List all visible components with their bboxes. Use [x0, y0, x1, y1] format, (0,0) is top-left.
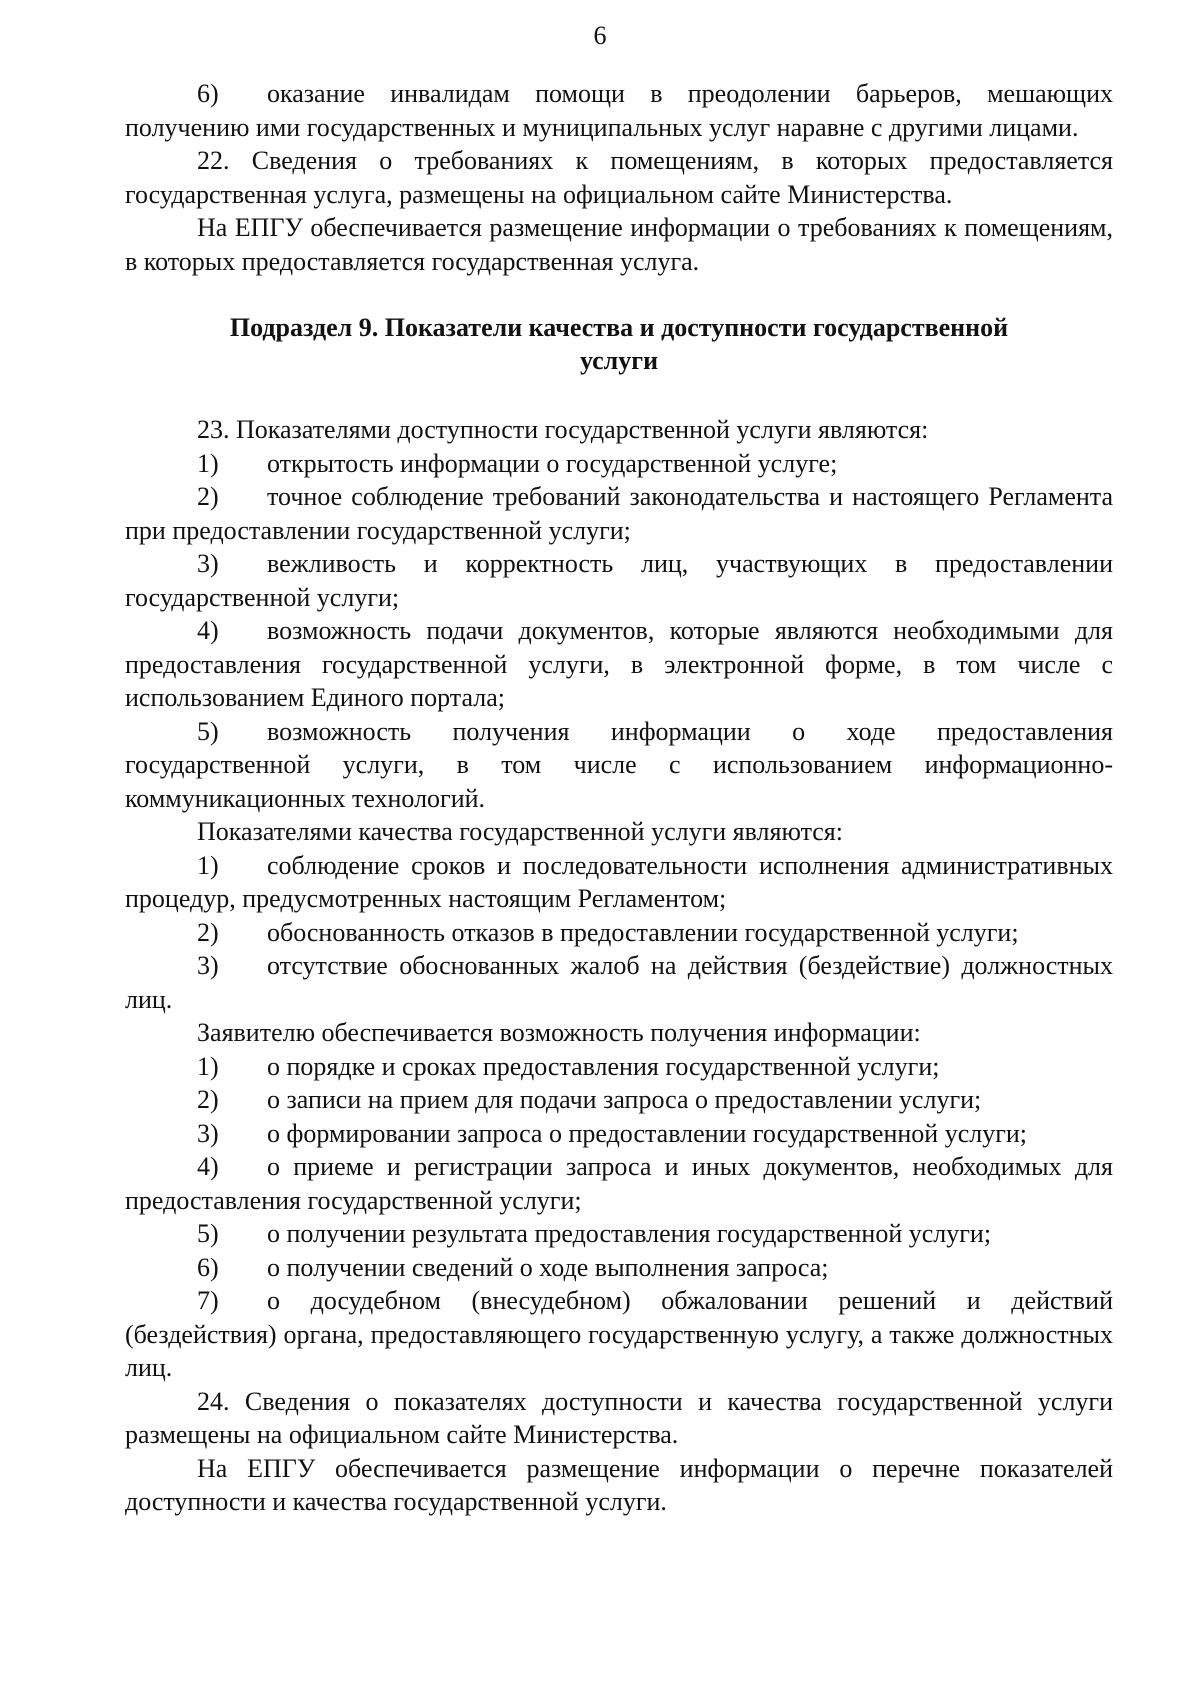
paragraph — [125, 480, 1113, 547]
paragraph — [125, 916, 1113, 950]
paragraph — [125, 547, 1113, 614]
paragraph-text: 22. Сведения о требованиях к помещениям, в которых предоставляется государственная услуга, размещены на официальном сайте Министерства. — [125, 146, 1113, 209]
list-item-number: 1) — [197, 448, 219, 478]
list-item-number: 4) — [197, 1152, 219, 1181]
paragraph — [125, 1083, 1113, 1117]
paragraph-text: 24. Сведения о показателях доступности и качества государственной услуги размещены на официальном сайте Министерства. — [125, 1386, 1113, 1449]
list-item-number: 1) — [197, 1051, 219, 1081]
paragraph-text: возможность получения информации о ходе предоставления государственной услуги, в том числе с использованием информационно-коммуникационных технологий. — [125, 716, 1113, 813]
paragraph — [125, 815, 1113, 849]
list-item-number: 6) — [197, 79, 219, 108]
document-body — [125, 77, 1113, 1519]
paragraph-text: открытость информации о государственной услуге; — [267, 448, 838, 478]
paragraph — [125, 413, 1113, 447]
paragraph — [125, 715, 1113, 816]
paragraph — [125, 1150, 1113, 1217]
paragraph — [125, 1385, 1113, 1452]
paragraph-text: соблюдение сроков и последовательности исполнения административных процедур, предусмотренных настоящим Регламентом; — [125, 850, 1113, 913]
list-item-number: 2) — [197, 917, 219, 947]
paragraph — [125, 1117, 1113, 1151]
paragraph — [125, 1050, 1113, 1084]
paragraph — [125, 447, 1113, 481]
paragraph-text: оказание инвалидам помощи в преодолении барьеров, мешающих получению ими государственных и муниципальных услуг наравне с другими лицами. — [125, 79, 1113, 142]
list-item-number: 5) — [197, 1219, 219, 1248]
paragraph-text: возможность подачи документов, которые являются необходимыми для предоставления государственной услуги, в электронной форме, в том числе с использованием Единого портала; — [125, 616, 1113, 712]
paragraph-text: Показателями качества государственной услуги являются: — [197, 817, 843, 846]
paragraph-text: точное соблюдение требований законодательства и настоящего Регламента при предоставлении государственной услуги; — [125, 482, 1113, 545]
paragraph — [125, 144, 1113, 211]
section-heading — [125, 311, 1113, 377]
paragraph — [125, 849, 1113, 916]
paragraph-text: Заявителю обеспечивается возможность получения информации: — [197, 1018, 921, 1047]
section-heading-line-1: Подраздел 9. Показатели качества и доступности государственной — [229, 313, 1009, 342]
paragraph-text: о приеме и регистрации запроса и иных документов, необходимых для предоставления государственной услуги; — [125, 1152, 1113, 1215]
list-item-number: 3) — [197, 951, 219, 980]
paragraph-text: обоснованность отказов в предоставлении государственной услуги; — [267, 917, 1019, 947]
paragraph — [125, 1452, 1113, 1519]
paragraph-text: о формировании запроса о предоставлении государственной услуги; — [267, 1118, 1028, 1148]
list-item-number: 7) — [197, 1286, 219, 1315]
paragraph-text: о досудебном (внесудебном) обжаловании решений и действий (бездействия) органа, предоставляющего государственную услугу, а также должностных лиц. — [125, 1286, 1113, 1382]
paragraph — [125, 614, 1113, 715]
paragraph-text: 23. Показателями доступности государственной услуги являются: — [197, 415, 929, 444]
list-item-number: 6) — [197, 1252, 219, 1282]
list-item-number: 2) — [197, 482, 219, 511]
paragraph — [125, 77, 1113, 144]
paragraph — [125, 1016, 1113, 1050]
top-paragraphs — [125, 77, 1113, 278]
paragraph — [125, 1284, 1113, 1385]
main-paragraphs — [125, 413, 1113, 1519]
list-item-number: 5) — [197, 716, 219, 746]
list-item-number: 1) — [197, 850, 219, 880]
paragraph — [125, 1217, 1113, 1251]
section-heading-line-2: услуги — [579, 346, 659, 375]
paragraph-text: На ЕПГУ обеспечивается размещение информации о перечне показателей доступности и качества государственной услуги. — [125, 1453, 1113, 1516]
list-item-number: 4) — [197, 616, 219, 645]
paragraph-text: На ЕПГУ обеспечивается размещение информации о требованиях к помещениям, в которых предоставляется государственная услуга. — [125, 213, 1113, 276]
paragraph-text: о получении результата предоставления государственной услуги; — [267, 1219, 992, 1248]
paragraph-text: о получении сведений о ходе выполнения запроса; — [267, 1252, 829, 1282]
paragraph — [125, 211, 1113, 278]
paragraph-text: отсутствие обоснованных жалоб на действия (бездействие) должностных лиц. — [125, 951, 1113, 1014]
paragraph-text: о порядке и сроках предоставления государственной услуги; — [267, 1051, 940, 1081]
list-item-number: 2) — [197, 1085, 219, 1114]
paragraph — [125, 1251, 1113, 1285]
paragraph-text: о записи на прием для подачи запроса о предоставлении услуги; — [267, 1085, 982, 1114]
list-item-number: 3) — [197, 549, 219, 578]
list-item-number: 3) — [197, 1118, 219, 1148]
paragraph — [125, 949, 1113, 1016]
paragraph-text: вежливость и корректность лиц, участвующих в предоставлении государственной услуги; — [125, 549, 1113, 612]
page-number: 6 — [593, 21, 607, 50]
